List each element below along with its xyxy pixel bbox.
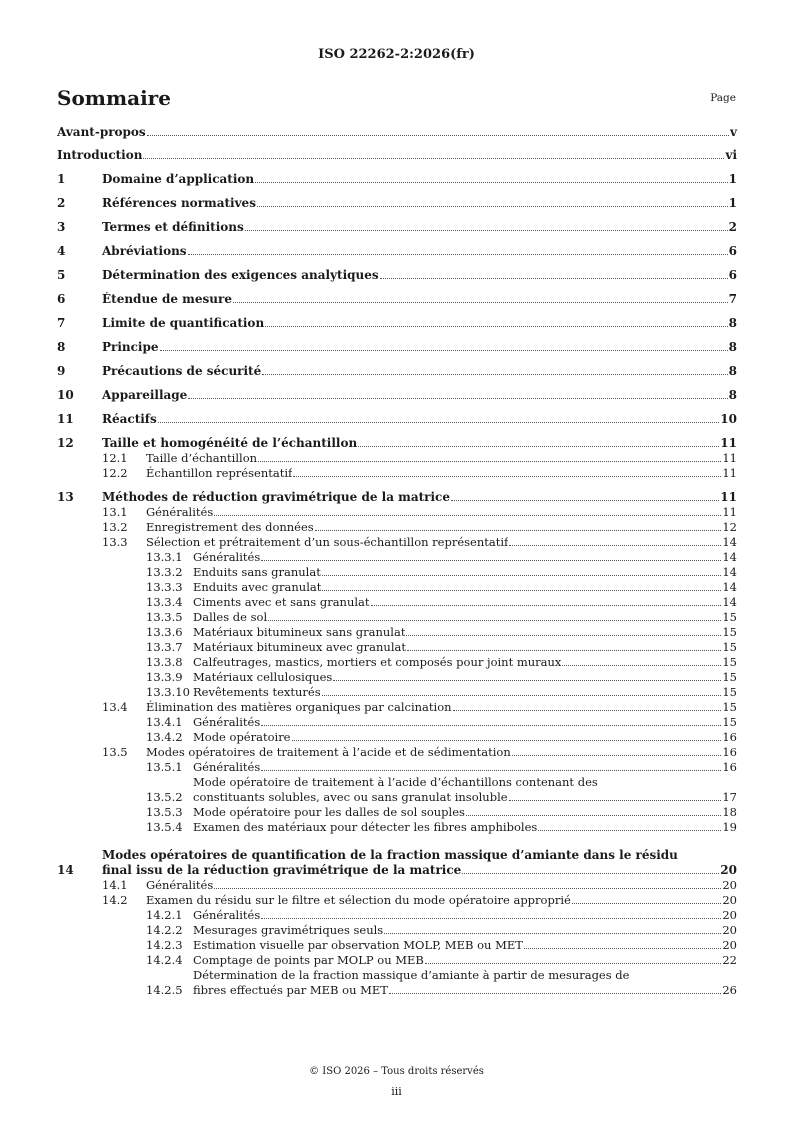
toc-entry[interactable]: [57, 878, 737, 893]
toc-entry-page: 20: [722, 923, 737, 937]
dot-leader: [214, 515, 721, 516]
toc-entry-page: 16: [722, 745, 737, 759]
dot-leader: [214, 888, 721, 889]
toc-entry-label: Matériaux bitumineux sans granulat: [193, 625, 406, 639]
toc-entry-label: Avant-propos: [57, 125, 146, 139]
toc-entry-page: 15: [722, 655, 737, 669]
toc-entry-number: 12.2: [102, 466, 128, 480]
toc-entry-page: 16: [722, 760, 737, 774]
dot-leader: [188, 398, 727, 399]
dot-leader: [453, 710, 722, 711]
toc-entry-page: 1: [728, 196, 737, 210]
toc-entry-page: 1: [728, 172, 737, 186]
dot-leader: [380, 278, 728, 279]
copyright-footer: © ISO 2026 – Tous droits réservés: [309, 1066, 484, 1077]
dot-leader: [261, 560, 721, 561]
toc-entry-number: 13.3.3: [146, 580, 183, 594]
toc-entry-label: Examen des matériaux pour détecter les fibres amphiboles: [193, 820, 538, 834]
dot-leader: [160, 350, 728, 351]
toc-entry[interactable]: [57, 388, 737, 403]
toc-entry-label: Abréviations: [102, 244, 187, 258]
toc-entry-number: 3: [57, 220, 66, 234]
toc-entry-number: 10: [57, 388, 74, 402]
toc-entry[interactable]: [57, 730, 737, 745]
toc-entry-page: 15: [722, 625, 737, 639]
toc-entry-label: Généralités: [193, 550, 261, 564]
toc-entry[interactable]: [57, 893, 737, 908]
toc-entry-page: 11: [722, 505, 737, 519]
toc-entry-page: 6: [728, 244, 737, 258]
toc-entry-label: Comptage de points par MOLP ou MEB: [193, 953, 424, 967]
dot-leader: [538, 830, 721, 831]
toc-entry[interactable]: [57, 640, 737, 655]
toc-entry-label: Références normatives: [102, 196, 256, 210]
dot-leader: [451, 500, 719, 501]
dot-leader: [384, 933, 721, 934]
toc-entry-page: 22: [722, 953, 737, 967]
toc-entry-number: 14.2.2: [146, 923, 183, 937]
toc-entry[interactable]: [57, 316, 737, 331]
toc-entry-number: 13.3.7: [146, 640, 183, 654]
toc-entry[interactable]: [57, 244, 737, 259]
toc-entry-label: Généralités: [193, 715, 261, 729]
toc-entry[interactable]: [57, 625, 737, 640]
toc-entry-number: 13.3.4: [146, 595, 183, 609]
dot-leader: [322, 575, 722, 576]
dot-leader: [245, 230, 728, 231]
toc-entry-label: Mesurages gravimétriques seuls: [193, 923, 384, 937]
toc-entry-label: Principe: [102, 340, 159, 354]
toc-entry-page: 14: [722, 535, 737, 549]
toc-entry-number: 14: [57, 863, 74, 877]
toc-entry-page: 20: [722, 938, 737, 952]
toc-entry-page: 17: [722, 790, 737, 804]
toc-entry[interactable]: [57, 364, 737, 379]
toc-entry[interactable]: [57, 451, 737, 466]
dot-leader: [261, 918, 721, 919]
toc-entry-label-line2: fibres effectués par MEB ou MET: [193, 983, 388, 997]
toc-entry[interactable]: [57, 953, 737, 968]
toc-entry-number: 13.3.10: [146, 685, 190, 699]
toc-entry[interactable]: [57, 775, 737, 805]
toc-entry[interactable]: [57, 490, 737, 505]
toc-entry-number: 13.3.6: [146, 625, 183, 639]
toc-entry[interactable]: [57, 172, 737, 187]
toc-entry-label: Précautions de sécurité: [102, 364, 262, 378]
dot-leader: [257, 206, 728, 207]
toc-entry-page: 10: [720, 412, 737, 426]
dot-leader: [358, 446, 719, 447]
toc-entry-page: 11: [722, 451, 737, 465]
toc-entry-label: [102, 848, 720, 878]
toc-entry-number: 14.2.3: [146, 938, 183, 952]
toc-entry-page: 15: [722, 610, 737, 624]
toc-entry-page: 15: [722, 700, 737, 714]
dot-leader: [261, 725, 721, 726]
toc-entry-page: 14: [722, 550, 737, 564]
toc-entry[interactable]: [57, 670, 737, 685]
toc-entry-number: 13.5: [102, 745, 128, 759]
toc-entry-label: Méthodes de réduction gravimétrique de la matrice: [102, 490, 450, 504]
toc-entry-label: [193, 775, 722, 805]
toc-entry-label-line2: constituants solubles, avec ou sans granulat insoluble: [193, 790, 508, 804]
toc-entry-number: 13.3.9: [146, 670, 183, 684]
toc-entry-number: 1: [57, 172, 66, 186]
dot-leader: [322, 590, 721, 591]
dot-leader: [147, 135, 729, 136]
toc-entry-label-line1: Détermination de la fraction massique d’amiante à partir de mesurages de: [193, 968, 630, 982]
toc-entry-label: Appareillage: [102, 388, 188, 402]
dot-leader: [261, 770, 721, 771]
toc-entry-page: 8: [728, 340, 737, 354]
toc-entry-number: 13.3.2: [146, 565, 183, 579]
toc-entry-label-line1: Mode opératoire de traitement à l’acide d’échantillons contenant des: [193, 775, 598, 789]
toc-entry-label: Mode opératoire: [193, 730, 291, 744]
dot-leader: [425, 963, 721, 964]
toc-entry-page: 6: [728, 268, 737, 282]
toc-entry-page: 8: [728, 388, 737, 402]
toc-entry-page: 8: [728, 364, 737, 378]
dot-leader: [371, 605, 722, 606]
toc-entry-number: 13.4.1: [146, 715, 183, 729]
toc-entry[interactable]: [57, 196, 737, 211]
toc-entry-page: 12: [722, 520, 737, 534]
dot-leader: [406, 635, 721, 636]
toc-entry[interactable]: [57, 745, 737, 760]
toc-entry[interactable]: [57, 908, 737, 923]
toc-entry[interactable]: [57, 610, 737, 625]
dot-leader: [562, 665, 721, 666]
toc-entry[interactable]: [57, 292, 737, 307]
toc-entry-page: 15: [722, 685, 737, 699]
toc-entry-page: 8: [728, 316, 737, 330]
toc-entry-page: 16: [722, 730, 737, 744]
toc-entry-number: 13.5.2: [146, 790, 183, 804]
toc-entry-number: 13.2: [102, 520, 128, 534]
toc-entry-page: 15: [722, 715, 737, 729]
toc-entry[interactable]: [57, 436, 737, 451]
toc-entry[interactable]: [57, 220, 737, 235]
toc-entry-number: 14.2: [102, 893, 128, 907]
toc-entry[interactable]: [57, 848, 737, 878]
toc-entry-number: 8: [57, 340, 66, 354]
toc-entry-number: 13.5.1: [146, 760, 183, 774]
dot-leader: [265, 326, 727, 327]
toc-entry-label: Enduits avec granulat: [193, 580, 322, 594]
toc-entry-label: Modes opératoires de traitement à l’acide et de sédimentation: [146, 745, 511, 759]
toc-entry-number: 13.3.8: [146, 655, 183, 669]
dot-leader: [158, 422, 720, 423]
toc-entry-number: 13.3.1: [146, 550, 183, 564]
toc-entry-label: Dalles de sol: [193, 610, 268, 624]
toc-entry-label: Matériaux cellulosiques: [193, 670, 333, 684]
toc-entry-number: 13.4: [102, 700, 128, 714]
toc-entry-label: Étendue de mesure: [102, 292, 232, 306]
toc-entry-label: Limite de quantification: [102, 316, 265, 330]
toc-entry-page: 20: [722, 908, 737, 922]
toc-entry-label: Échantillon représentatif: [146, 466, 293, 480]
toc-entry-page: 14: [722, 580, 737, 594]
toc-entry[interactable]: [57, 715, 737, 730]
toc-entry-label: Enregistrement des données: [146, 520, 314, 534]
toc-entry-page: 11: [720, 490, 737, 504]
toc-entry-number: 11: [57, 412, 74, 426]
toc-entry-label: Élimination des matières organiques par calcination: [146, 700, 452, 714]
toc-entry[interactable]: [57, 125, 737, 140]
toc-entry-label: Calfeutrages, mastics, mortiers et composés pour joint muraux: [193, 655, 562, 669]
toc-entry-number: 14.2.1: [146, 908, 183, 922]
dot-leader: [524, 948, 721, 949]
toc-entry-page: 14: [722, 595, 737, 609]
toc-entry-label: Domaine d’application: [102, 172, 255, 186]
toc-entry[interactable]: [57, 655, 737, 670]
toc-entry-label: Introduction: [57, 148, 143, 162]
page-column-label: Page: [710, 92, 736, 104]
toc-entry-number: 13.1: [102, 505, 128, 519]
toc-entry-number: 13.4.2: [146, 730, 183, 744]
toc-entry-page: 18: [722, 805, 737, 819]
page-number: iii: [391, 1085, 402, 1098]
toc-entry[interactable]: [57, 148, 737, 163]
toc-entry-label: Détermination des exigences analytiques: [102, 268, 379, 282]
toc-entry[interactable]: [57, 505, 737, 520]
toc-entry[interactable]: [57, 535, 737, 550]
toc-entry-page: v: [730, 125, 737, 139]
toc-entry-number: 14.2.4: [146, 953, 183, 967]
toc-entry-page: 11: [720, 436, 737, 450]
toc-entry[interactable]: [57, 412, 737, 427]
dot-leader: [322, 695, 722, 696]
toc-entry-number: 13.3: [102, 535, 128, 549]
toc-entry-page: 11: [722, 466, 737, 480]
dot-leader: [268, 620, 721, 621]
page-title: Sommaire: [57, 86, 171, 110]
toc-entry[interactable]: [57, 820, 737, 835]
toc-entry-label: Généralités: [193, 760, 261, 774]
toc-entry-page: 20: [722, 878, 737, 892]
toc-entry-label: Matériaux bitumineux avec granulat: [193, 640, 406, 654]
toc-entry-label: Termes et définitions: [102, 220, 244, 234]
dot-leader: [292, 740, 722, 741]
toc-entry-number: 13.3.5: [146, 610, 183, 624]
dot-leader: [407, 650, 721, 651]
toc-entry-page: 19: [722, 820, 737, 834]
toc-entry[interactable]: [57, 580, 737, 595]
toc-entry-page: 26: [722, 983, 737, 997]
toc-entry-label: Généralités: [146, 505, 214, 519]
toc-entry[interactable]: [57, 550, 737, 565]
toc-entry-label: Mode opératoire pour les dalles de sol souples: [193, 805, 465, 819]
toc-entry-number: 9: [57, 364, 66, 378]
toc-entry[interactable]: [57, 268, 737, 283]
dot-leader: [255, 182, 728, 183]
toc-entry-number: 13.5.4: [146, 820, 183, 834]
toc-entry-label: Réactifs: [102, 412, 157, 426]
toc-entry-label: Enduits sans granulat: [193, 565, 321, 579]
dot-leader: [258, 461, 721, 462]
toc-entry-page: 14: [722, 565, 737, 579]
toc-entry-label: Taille d’échantillon: [146, 451, 258, 465]
toc-entry-page: 2: [728, 220, 737, 234]
toc-entry-label: Ciments avec et sans granulat: [193, 595, 370, 609]
toc-entry-number: 12.1: [102, 451, 128, 465]
toc-entry-label: Revêtements texturés: [193, 685, 321, 699]
toc-entry[interactable]: [57, 340, 737, 355]
dot-leader: [143, 158, 724, 159]
toc-entry[interactable]: [57, 760, 737, 775]
toc-entry-label-line1: Modes opératoires de quantification de la fraction massique d’amiante dans le résidu: [102, 848, 678, 862]
toc-entry-number: 4: [57, 244, 66, 258]
toc-entry-number: 5: [57, 268, 66, 282]
toc-entry[interactable]: [57, 685, 737, 700]
toc-entry-number: 6: [57, 292, 66, 306]
toc-entry-label-line2: final issu de la réduction gravimétrique de la matrice: [102, 863, 462, 877]
toc-entry[interactable]: [57, 805, 737, 820]
toc-entry-page: 7: [728, 292, 737, 306]
toc-entry-label: Sélection et prétraitement d’un sous-échantillon représentatif: [146, 535, 509, 549]
toc-entry-label: Généralités: [146, 878, 214, 892]
dot-leader: [262, 374, 727, 375]
toc-entry-label: [193, 968, 722, 998]
toc-entry-number: 7: [57, 316, 66, 330]
dot-leader: [509, 800, 722, 801]
toc-entry[interactable]: [57, 700, 737, 715]
dot-leader: [509, 545, 721, 546]
toc-entry[interactable]: [57, 968, 737, 998]
document-id-header: ISO 22262-2:2026(fr): [318, 47, 475, 62]
toc-entry-label: Examen du résidu sur le filtre et sélection du mode opératoire approprié: [146, 893, 571, 907]
toc-entry-number: 13.5.3: [146, 805, 183, 819]
dot-leader: [293, 476, 721, 477]
dot-leader: [188, 254, 728, 255]
dot-leader: [466, 815, 721, 816]
toc-entry-page: 20: [720, 863, 737, 877]
toc-entry-number: 12: [57, 436, 74, 450]
toc-entry[interactable]: [57, 565, 737, 580]
toc-entry-page: 15: [722, 640, 737, 654]
toc-entry[interactable]: [57, 466, 737, 481]
toc-entry-label: Estimation visuelle par observation MOLP, MEB ou MET: [193, 938, 523, 952]
toc-entry-number: 13: [57, 490, 74, 504]
dot-leader: [462, 873, 719, 874]
toc-entry-label: Taille et homogénéité de l’échantillon: [102, 436, 358, 450]
toc-entry-label: Généralités: [193, 908, 261, 922]
toc-entry-page: vi: [725, 148, 737, 162]
toc-entry-number: 2: [57, 196, 66, 210]
dot-leader: [512, 755, 722, 756]
toc-entry[interactable]: [57, 520, 737, 535]
toc-entry-page: 15: [722, 670, 737, 684]
dot-leader: [572, 903, 722, 904]
dot-leader: [389, 993, 721, 994]
toc-entry-number: 14.1: [102, 878, 128, 892]
toc-entry-page: 20: [722, 893, 737, 907]
toc-entry[interactable]: [57, 923, 737, 938]
dot-leader: [315, 530, 722, 531]
dot-leader: [333, 680, 721, 681]
toc-entry-number: 14.2.5: [146, 983, 183, 997]
toc-entry[interactable]: [57, 938, 737, 953]
toc-entry[interactable]: [57, 595, 737, 610]
dot-leader: [233, 302, 728, 303]
